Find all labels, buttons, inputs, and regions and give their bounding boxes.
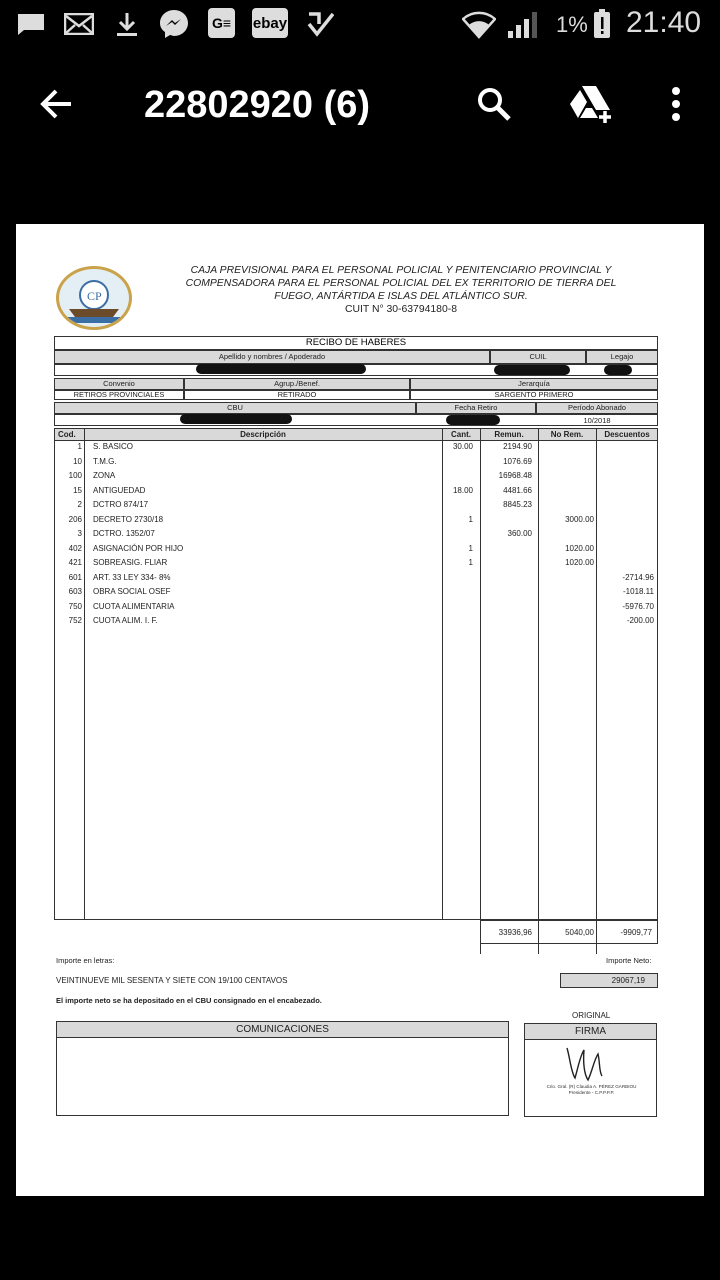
item-description: T.M.G. xyxy=(93,456,117,466)
jerarquia-value-box xyxy=(410,390,658,400)
item-code: 752 xyxy=(68,616,82,625)
institution-logo xyxy=(56,266,132,330)
item-no-remunerative: 1020.00 xyxy=(565,543,594,553)
convenio-label-box xyxy=(54,378,184,390)
agrup-label: Agrup./Benef. xyxy=(274,379,320,388)
signature-mark xyxy=(563,1044,613,1086)
recibo-title: RECIBO DE HABERES xyxy=(305,337,407,348)
item-code: 206 xyxy=(68,514,82,524)
comunicaciones-box xyxy=(56,1021,509,1116)
item-discount: -2714.96 xyxy=(622,572,654,582)
item-code: 3 xyxy=(77,529,82,538)
add-to-drive-button[interactable] xyxy=(562,76,618,132)
item-description: DECRETO 2730/18 xyxy=(93,514,164,524)
item-quantity: 1 xyxy=(468,514,473,524)
recibo-title-box xyxy=(54,336,658,350)
col-divider xyxy=(442,428,443,920)
document-page xyxy=(16,224,704,1196)
importe-neto-value: 29067,19 xyxy=(611,976,645,985)
message-icon xyxy=(16,8,46,40)
jerarquia-label-box xyxy=(410,378,658,390)
original-label: ORIGINAL xyxy=(572,1011,611,1020)
more-options-button[interactable] xyxy=(648,76,704,132)
legajo-label-box xyxy=(586,350,658,364)
download-icon xyxy=(114,8,140,40)
more-vert-icon xyxy=(671,86,681,122)
total-remun: 33936,96 xyxy=(498,928,532,937)
redacted-legajo xyxy=(604,365,632,375)
importe-neto-label: Importe Neto: xyxy=(606,956,652,965)
item-description: ASIGNACIÓN POR HIJO xyxy=(93,543,184,553)
clock-time: 21:40 xyxy=(626,6,702,39)
total-no-rem: 5040,00 xyxy=(565,928,594,937)
apellido-label: Apellido y nombres / Apoderado xyxy=(218,352,326,361)
item-description: ART. 33 LEY 334- 8% xyxy=(93,572,171,582)
total-descuentos: -9909,77 xyxy=(620,928,652,937)
header-divider xyxy=(54,440,658,441)
item-no-remunerative: 1020.00 xyxy=(565,558,594,567)
cbu-label-box xyxy=(54,402,416,414)
convenio-value-box xyxy=(54,390,184,400)
redacted-cuil xyxy=(494,365,570,375)
redacted-name xyxy=(196,364,366,374)
comunicaciones-title: COMUNICACIONES xyxy=(57,1022,508,1038)
col-header-cant: Cant. xyxy=(451,430,471,439)
importe-letras-value: VEINTINUEVE MIL SESENTA Y SIETE CON 19/100 CENTAVOS xyxy=(56,976,288,985)
periodo-label-box xyxy=(536,402,658,414)
col-header-descripcion: Descripción xyxy=(240,430,286,439)
col-divider xyxy=(84,428,85,920)
fecha-retiro-label-box xyxy=(416,402,536,414)
item-quantity: 30.00 xyxy=(452,442,473,451)
item-code: 1 xyxy=(77,442,82,451)
item-description: CUOTA ALIM. I. F. xyxy=(93,616,158,625)
item-quantity: 1 xyxy=(468,543,473,553)
item-code: 15 xyxy=(73,485,82,495)
cuil-label-box xyxy=(490,350,586,364)
battery-percent: 1% xyxy=(556,12,588,37)
cuit-number: CUIT N° 30-63794180-8 xyxy=(345,304,457,315)
item-description: DCTRO 874/17 xyxy=(93,500,149,509)
item-discount: -5976.70 xyxy=(622,601,654,611)
agrup-value: RETIRADO xyxy=(277,390,317,399)
convenio-label: Convenio xyxy=(103,379,135,388)
item-discount: -200.00 xyxy=(626,616,654,625)
item-description: CUOTA ALIMENTARIA xyxy=(93,601,175,611)
ebay-icon: ebay xyxy=(252,8,288,38)
item-quantity: 1 xyxy=(468,558,473,567)
document-title: 22802920 (6) xyxy=(144,84,371,126)
header-line: FUEGO, ANTÁRTIDA E ISLAS DEL ATLÁNTICO SUR. xyxy=(274,291,528,302)
fecha-retiro-label: Fecha Retiro xyxy=(454,403,498,412)
col-header-no-rem: No Rem. xyxy=(550,430,584,439)
item-description: SOBREASIG. FLIAR xyxy=(93,558,168,567)
item-remuneration: 8845.23 xyxy=(503,500,532,509)
cbu-label: CBU xyxy=(227,403,243,412)
status-bar xyxy=(0,0,720,48)
item-code: 100 xyxy=(68,471,82,480)
item-description: S. BASICO xyxy=(93,442,134,451)
item-code: 603 xyxy=(68,587,82,596)
app-bar xyxy=(0,48,720,224)
redacted-cbu xyxy=(180,414,292,424)
back-button[interactable] xyxy=(28,76,84,132)
item-quantity: 18.00 xyxy=(452,485,473,495)
redacted-fecha-retiro xyxy=(446,415,500,425)
battery-icon xyxy=(592,8,612,40)
back-arrow-icon xyxy=(39,87,73,121)
item-remuneration: 2194.90 xyxy=(503,442,532,451)
item-code: 421 xyxy=(68,558,82,567)
gmail-icon: G≡ xyxy=(208,8,235,38)
periodo-value: 10/2018 xyxy=(583,416,611,425)
convenio-value: RETIROS PROVINCIALES xyxy=(73,390,165,399)
signal-icon xyxy=(506,8,544,40)
apellido-label-box xyxy=(54,350,490,364)
wifi-icon xyxy=(462,8,496,40)
item-remuneration: 1076.69 xyxy=(503,456,532,466)
firma-box xyxy=(524,1023,657,1117)
firma-title: FIRMA xyxy=(525,1024,656,1040)
item-code: 750 xyxy=(68,601,82,611)
deposit-note: El importe neto se ha depositado en el CBU consignado en el encabezado. xyxy=(56,996,322,1005)
item-code: 2 xyxy=(77,500,82,509)
agrup-label-box xyxy=(184,378,410,390)
header-line: CAJA PREVISIONAL PARA EL PERSONAL POLICIAL Y PENITENCIARIO PROVINCIAL Y xyxy=(190,265,612,276)
item-description: ZONA xyxy=(93,471,116,480)
search-icon xyxy=(476,86,512,122)
item-remuneration: 16968.48 xyxy=(498,471,532,480)
institution-header xyxy=(176,264,626,316)
importe-letras-label: Importe en letras: xyxy=(56,956,115,965)
col-header-cod: Cod. xyxy=(58,430,76,439)
item-remuneration: 4481.66 xyxy=(503,485,532,495)
col-header-descuentos: Descuentos xyxy=(604,430,650,439)
jerarquia-label: Jerarquía xyxy=(518,379,550,388)
item-description: DCTRO. 1352/07 xyxy=(93,529,155,538)
col-divider xyxy=(538,428,539,954)
svg-text:CP: CP xyxy=(87,289,102,303)
item-discount: -1018.11 xyxy=(623,587,654,596)
messenger-icon xyxy=(158,8,190,40)
item-description: OBRA SOCIAL OSEF xyxy=(93,587,171,596)
agrup-value-box xyxy=(184,390,410,400)
item-no-remunerative: 3000.00 xyxy=(565,514,594,524)
mail-icon xyxy=(64,8,94,40)
legajo-label: Legajo xyxy=(610,352,634,361)
importe-neto-box xyxy=(560,973,658,988)
col-divider xyxy=(480,428,481,954)
search-button[interactable] xyxy=(466,76,522,132)
col-header-remun: Remun. xyxy=(494,430,524,439)
cuil-label: CUIL xyxy=(529,352,547,361)
header-line: COMPENSADORA PARA EL PERSONAL POLICIAL DEL EX TERRITORIO DE TIERRA DEL xyxy=(185,278,617,289)
drive-add-icon xyxy=(568,84,612,124)
check-icon xyxy=(306,8,334,40)
item-remuneration: 360.00 xyxy=(507,529,532,538)
item-description: ANTIGUEDAD xyxy=(93,485,146,495)
item-code: 10 xyxy=(73,456,82,466)
item-code: 601 xyxy=(68,572,82,582)
item-code: 402 xyxy=(68,543,82,553)
col-divider xyxy=(596,428,597,954)
jerarquia-value: SARGENTO PRIMERO xyxy=(494,390,574,399)
firma-caption: Crio. Gral. (R) Claudia A. PÉREZ GARBIOU Presidente - C.P.P.P.P. xyxy=(546,1084,637,1095)
periodo-label: Período Abonado xyxy=(568,403,626,412)
